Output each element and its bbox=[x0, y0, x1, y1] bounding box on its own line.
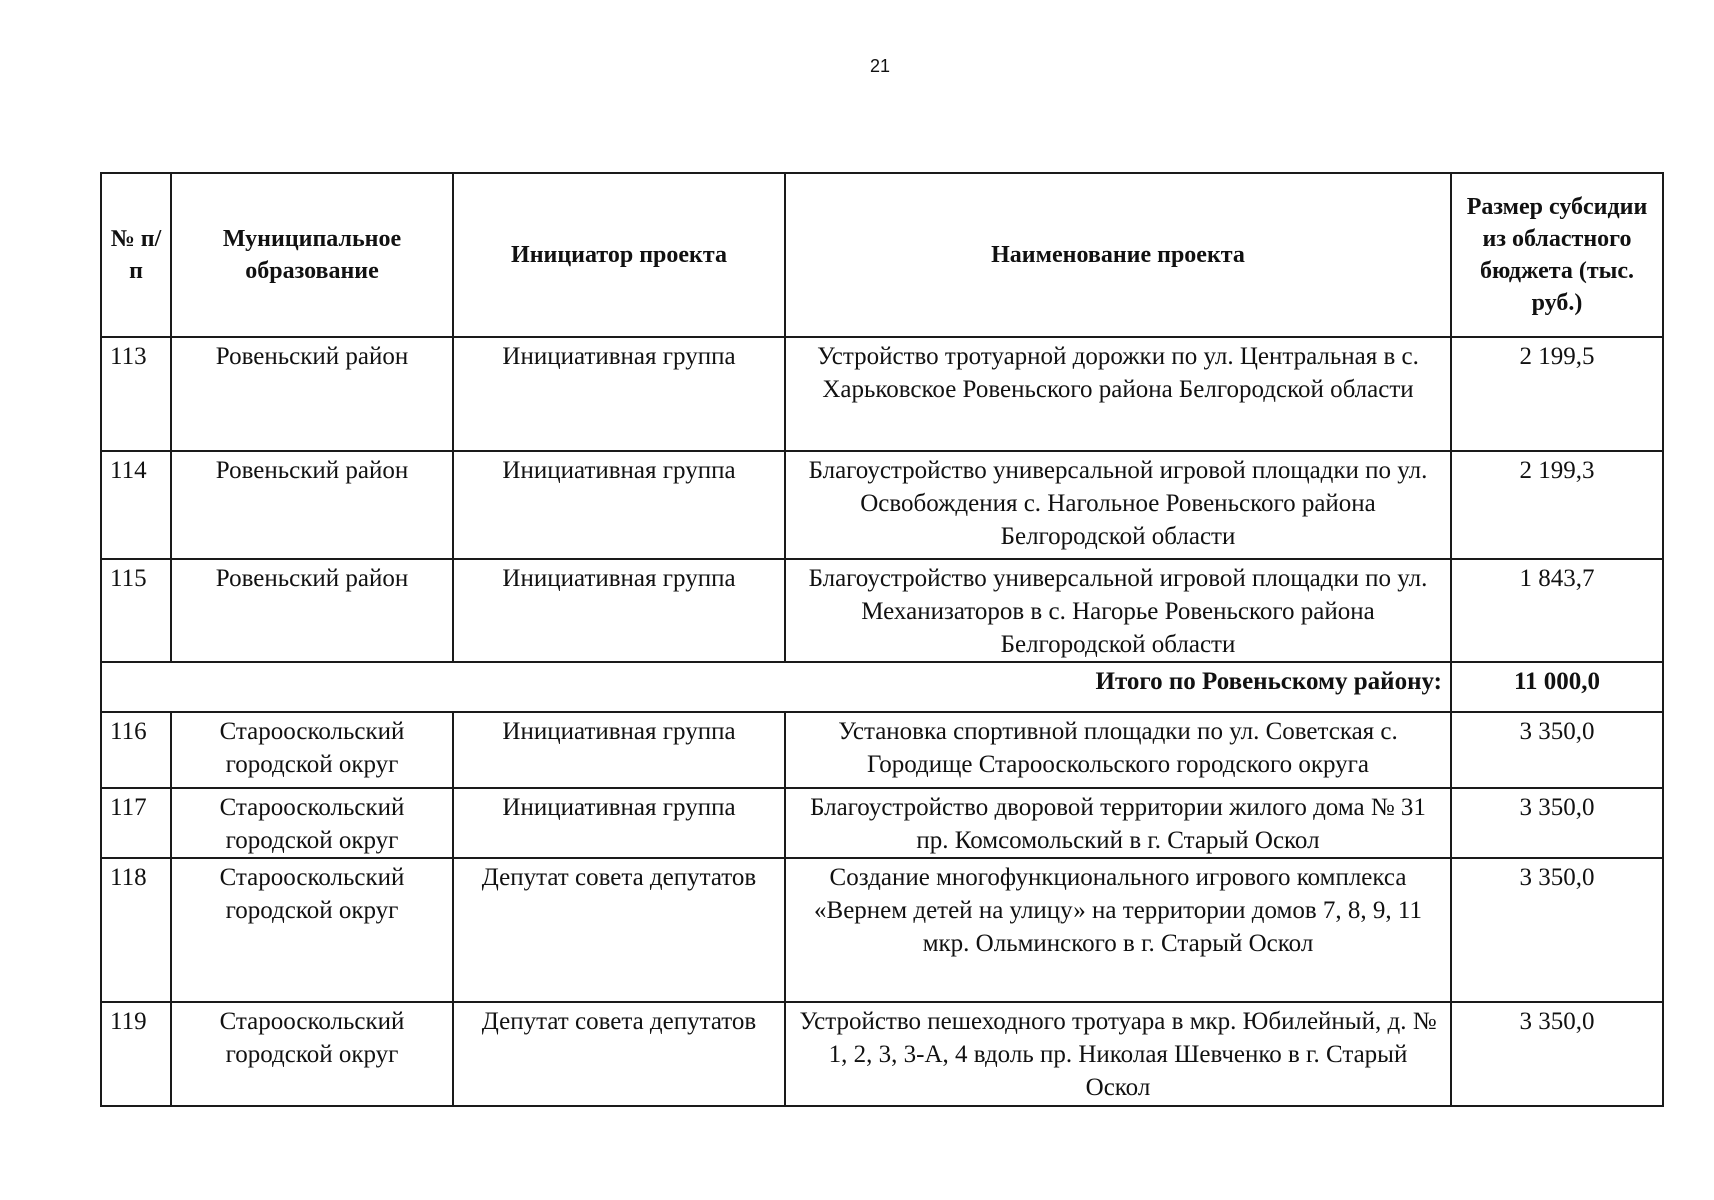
table-row bbox=[101, 712, 1663, 788]
row-subsidy: 3 350,0 bbox=[1451, 1002, 1663, 1106]
page-number: 21 bbox=[869, 56, 891, 76]
header-project-name: Наименование проекта bbox=[785, 173, 1451, 337]
row-subsidy: 2 199,3 bbox=[1451, 451, 1663, 559]
row-municipality: Старооскольский городской округ bbox=[171, 1002, 453, 1106]
row-number: 115 bbox=[101, 559, 171, 662]
row-subsidy: 3 350,0 bbox=[1451, 712, 1663, 788]
row-subsidy: 2 199,5 bbox=[1451, 337, 1663, 451]
row-municipality: Старооскольский городской округ bbox=[171, 788, 453, 858]
table-row bbox=[101, 337, 1663, 451]
row-municipality: Ровеньский район bbox=[171, 337, 453, 451]
table-row bbox=[101, 451, 1663, 559]
row-subsidy: 3 350,0 bbox=[1451, 788, 1663, 858]
row-project-name: Благоустройство дворовой территории жилого дома № 31 пр. Комсомольский в г. Старый Оскол bbox=[785, 788, 1451, 858]
row-initiator: Инициативная группа bbox=[453, 559, 785, 662]
row-municipality: Ровеньский район bbox=[171, 451, 453, 559]
row-initiator: Депутат совета депутатов bbox=[453, 1002, 785, 1106]
row-municipality: Старооскольский городской округ bbox=[171, 858, 453, 1002]
row-subsidy: 3 350,0 bbox=[1451, 858, 1663, 1002]
row-project-name: Создание многофункционального игрового комплекса «Вернем детей на улицу» на территории домов 7, 8, 9, 11 мкр. Ольминского в г. Старый Оскол bbox=[785, 858, 1451, 1002]
row-number: 116 bbox=[101, 712, 171, 788]
table-row bbox=[101, 1002, 1663, 1106]
row-number: 114 bbox=[101, 451, 171, 559]
row-project-name: Благоустройство универсальной игровой площадки по ул. Освобождения с. Нагольное Ровеньского района Белгородской области bbox=[785, 451, 1451, 559]
row-project-name: Благоустройство универсальной игровой площадки по ул. Механизаторов в с. Нагорье Ровеньского района Белгородской области bbox=[785, 559, 1451, 662]
total-label: Итого по Ровеньскому району: bbox=[101, 662, 1451, 712]
total-row bbox=[101, 662, 1663, 712]
row-initiator: Инициативная группа bbox=[453, 451, 785, 559]
row-number: 117 bbox=[101, 788, 171, 858]
subsidy-table bbox=[100, 172, 1664, 1107]
row-number: 119 bbox=[101, 1002, 171, 1106]
header-num: № п/п bbox=[101, 173, 171, 337]
row-number: 118 bbox=[101, 858, 171, 1002]
row-initiator: Депутат совета депутатов bbox=[453, 858, 785, 1002]
table-row bbox=[101, 858, 1663, 1002]
row-project-name: Устройство тротуарной дорожки по ул. Центральная в с. Харьковское Ровеньского района Белгородской области bbox=[785, 337, 1451, 451]
row-initiator: Инициативная группа bbox=[453, 712, 785, 788]
header-initiator: Инициатор проекта bbox=[453, 173, 785, 337]
header-subsidy: Размер субсидии из областного бюджета (тыс. руб.) bbox=[1451, 173, 1663, 337]
total-value: 11 000,0 bbox=[1451, 662, 1663, 712]
row-subsidy: 1 843,7 bbox=[1451, 559, 1663, 662]
row-number: 113 bbox=[101, 337, 171, 451]
row-municipality: Ровеньский район bbox=[171, 559, 453, 662]
table-header-row bbox=[101, 173, 1663, 337]
row-project-name: Установка спортивной площадки по ул. Советская с. Городище Старооскольского городского округа bbox=[785, 712, 1451, 788]
row-initiator: Инициативная группа bbox=[453, 337, 785, 451]
table-row bbox=[101, 788, 1663, 858]
row-project-name: Устройство пешеходного тротуара в мкр. Юбилейный, д. № 1, 2, 3, 3-А, 4 вдоль пр. Николая Шевченко в г. Старый Оскол bbox=[785, 1002, 1451, 1106]
header-municipality: Муниципальное образование bbox=[171, 173, 453, 337]
row-municipality: Старооскольский городской округ bbox=[171, 712, 453, 788]
row-initiator: Инициативная группа bbox=[453, 788, 785, 858]
table-row bbox=[101, 559, 1663, 662]
